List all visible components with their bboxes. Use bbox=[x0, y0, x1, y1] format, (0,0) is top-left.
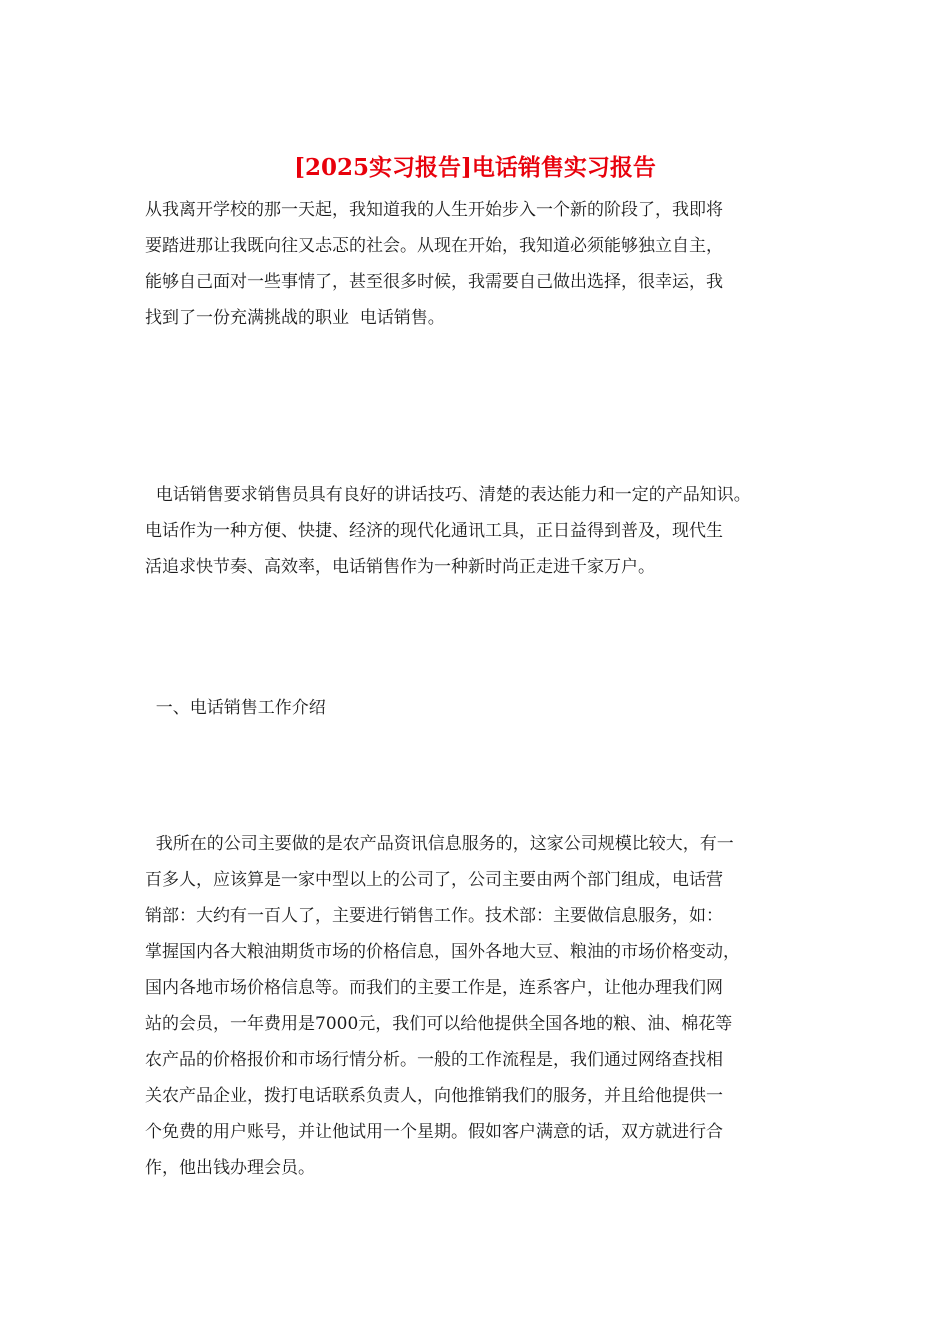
paragraph-line: 能够自己面对一些事情了，甚至很多时候，我需要自己做出选择，很幸运，我 bbox=[145, 272, 723, 292]
paragraph-line: 从我离开学校的那一天起，我知道我的人生开始步入一个新的阶段了，我即将 bbox=[145, 200, 723, 220]
paragraph-line: 销部：大约有一百人了，主要进行销售工作。技术部：主要做信息服务，如： bbox=[145, 906, 723, 926]
paragraph-line: 关农产品企业，拨打电话联系负责人，向他推销我们的服务，并且给他提供一 bbox=[145, 1086, 723, 1106]
paragraph-line: 百多人，应该算是一家中型以上的公司了，公司主要由两个部门组成，电话营 bbox=[145, 870, 723, 890]
paragraph-line: 农产品的价格报价和市场行情分析。一般的工作流程是，我们通过网络查找相 bbox=[145, 1050, 723, 1070]
paragraph-line: 找到了一份充满挑战的职业 电话销售。 bbox=[145, 308, 445, 328]
paragraph-line: 站的会员，一年费用是7000元，我们可以给他提供全国各地的粮、油、棉花等 bbox=[145, 1014, 733, 1034]
paragraph-line: 电话作为一种方便、快捷、经济的现代化通讯工具，正日益得到普及，现代生 bbox=[145, 521, 723, 541]
paragraph-line: 掌握国内各大粮油期货市场的价格信息，国外各地大豆、粮油的市场价格变动， bbox=[145, 942, 740, 962]
paragraph-phone-sales-requirements bbox=[145, 477, 810, 585]
paragraph-line: 电话销售要求销售员具有良好的讲话技巧、清楚的表达能力和一定的产品知识。 bbox=[145, 485, 751, 505]
paragraph-company-intro bbox=[145, 826, 810, 1186]
paragraph-line: 作，他出钱办理会员。 bbox=[145, 1158, 315, 1178]
paragraph-line: 我所在的公司主要做的是农产品资讯信息服务的，这家公司规模比较大，有一 bbox=[145, 834, 734, 854]
paragraph-line: 个免费的用户账号，并让他试用一个星期。假如客户满意的话，双方就进行合 bbox=[145, 1122, 723, 1142]
paragraph-line: 国内各地市场价格信息等。而我们的主要工作是，连系客户，让他办理我们网 bbox=[145, 978, 723, 998]
paragraph-line: 要踏进那让我既向往又忐忑的社会。从现在开始，我知道必须能够独立自主， bbox=[145, 236, 723, 256]
section-heading bbox=[145, 690, 810, 726]
section-heading-text: 一、电话销售工作介绍 bbox=[145, 698, 326, 718]
document-title: [2025实习报告]电话销售实习报告 bbox=[294, 154, 656, 181]
paragraph-line: 活追求快节奏、高效率，电话销售作为一种新时尚正走进千家万户。 bbox=[145, 557, 655, 577]
paragraph-intro bbox=[145, 192, 810, 336]
